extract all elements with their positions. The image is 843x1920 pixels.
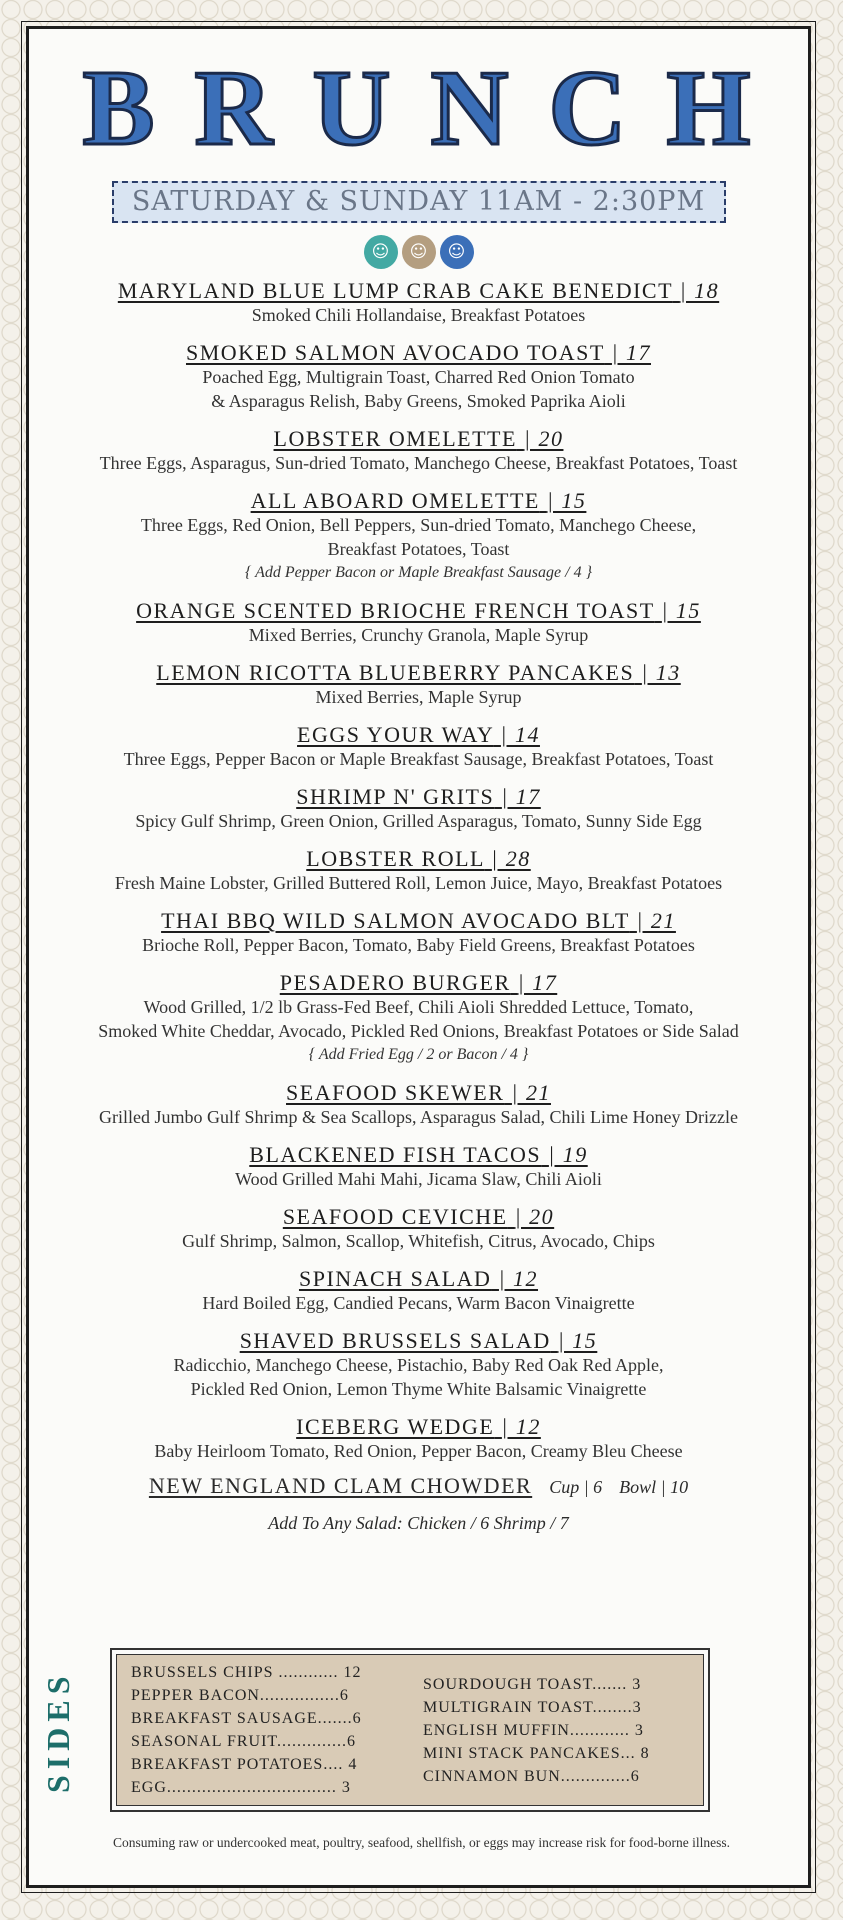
menu-item-description: Fresh Maine Lobster, Grilled Buttered Roll, Lemon Juice, Mayo, Breakfast Potatoes	[114, 873, 723, 893]
menu-item-title	[297, 723, 540, 747]
menu-item-title	[274, 427, 564, 451]
chowder-cup: Cup | 6	[549, 1477, 603, 1497]
menu-item-description: Three Eggs, Red Onion, Bell Peppers, Sun-dried Tomato, Manchego Cheese,	[140, 515, 697, 535]
menu-item-name: SHAVED BRUSSELS SALAD	[239, 1328, 551, 1353]
menu-item	[29, 909, 808, 957]
side-item: MULTIGRAIN TOAST........3	[423, 1699, 642, 1716]
menu-item-title	[156, 661, 681, 685]
menu-item-title	[249, 1143, 587, 1167]
menu-list	[29, 279, 808, 1463]
people-icon: ☺	[440, 235, 474, 269]
menu-item-addon: { Add Pepper Bacon or Maple Breakfast Sausage / 4 }	[245, 564, 592, 581]
add-salad-options: Chicken / 6 Shrimp / 7	[407, 1513, 569, 1533]
menu-item-description: Wood Grilled Mahi Mahi, Jicama Slaw, Chili Aioli	[235, 1169, 602, 1189]
menu-item	[29, 1267, 808, 1315]
side-item: BREAKFAST SAUSAGE.......6	[131, 1710, 362, 1727]
menu-item	[29, 341, 808, 413]
menu-item-price: | 12	[498, 1266, 539, 1291]
menu-item-name: ICEBERG WEDGE	[296, 1414, 495, 1439]
menu-item-title	[296, 1415, 541, 1439]
menu-item	[29, 723, 808, 771]
disclaimer: Consuming raw or undercooked meat, poultry, seafood, shellfish, or eggs may increase risk for food-borne illness.	[113, 1835, 730, 1850]
menu-item	[29, 971, 808, 1067]
menu-item	[29, 847, 808, 895]
menu-item-name: SMOKED SALMON AVOCADO TOAST	[185, 340, 605, 365]
menu-item-price: | 21	[511, 1080, 551, 1105]
menu-item	[29, 489, 808, 585]
menu-item-description: Smoked Chili Hollandaise, Breakfast Potatoes	[251, 305, 586, 325]
menu-item-title	[299, 1267, 538, 1291]
menu-item-description: Brioche Roll, Pepper Bacon, Tomato, Baby Field Greens, Breakfast Potatoes	[142, 935, 695, 955]
menu-item-description: Hard Boiled Egg, Candied Pecans, Warm Bacon Vinaigrette	[202, 1293, 635, 1313]
menu-item-title	[136, 599, 701, 623]
menu-item-price: | 21	[636, 908, 676, 933]
menu-item	[29, 1143, 808, 1191]
menu-item-name: ALL ABOARD OMELETTE	[250, 488, 540, 513]
side-item: BRUSSELS CHIPS ............ 12	[131, 1664, 362, 1681]
add-salad-label: Add To Any Salad:	[268, 1513, 403, 1533]
menu-item-description: Three Eggs, Asparagus, Sun-dried Tomato, Manchego Cheese, Breakfast Potatoes, Toast	[99, 453, 738, 473]
side-item: EGG.................................. 3	[131, 1779, 351, 1796]
side-item: CINNAMON BUN..............6	[423, 1768, 640, 1785]
menu-item-price: | 17	[501, 784, 541, 809]
menu-item-name: LOBSTER ROLL	[306, 846, 485, 871]
sides-left-column	[131, 1661, 397, 1799]
menu-item-title	[186, 341, 651, 365]
menu-item-name: EGGS YOUR WAY	[297, 722, 494, 747]
side-item: BREAKFAST POTATOES.... 4	[131, 1756, 358, 1773]
menu-item-name: PESADERO BURGER	[279, 970, 511, 995]
menu-item	[29, 279, 808, 327]
menu-item-price: | 15	[546, 488, 587, 513]
menu-item-description: Breakfast Potatoes, Toast	[327, 539, 510, 559]
sides-section	[40, 1648, 740, 1818]
menu-item	[29, 1081, 808, 1129]
menu-item	[29, 1415, 808, 1463]
menu-item-price: | 15	[661, 598, 701, 623]
side-item: MINI STACK PANCAKES... 8	[423, 1745, 650, 1762]
menu-item-price: | 28	[491, 846, 531, 871]
menu-item-description: Spicy Gulf Shrimp, Green Onion, Grilled Asparagus, Tomato, Sunny Side Egg	[135, 811, 702, 831]
menu-item	[29, 661, 808, 709]
menu-item	[29, 1205, 808, 1253]
side-item: SOURDOUGH TOAST....... 3	[423, 1676, 642, 1693]
sides-box	[110, 1648, 710, 1812]
side-item: SEASONAL FRUIT..............6	[131, 1733, 357, 1750]
menu-item-name: ORANGE SCENTED BRIOCHE FRENCH TOAST	[136, 598, 655, 623]
menu-item-price: | 14	[500, 722, 540, 747]
menu-item-title	[251, 489, 587, 513]
people-icon: ☺	[364, 235, 398, 269]
menu-item-price: | 12	[501, 1414, 541, 1439]
menu-item-description: Three Eggs, Pepper Bacon or Maple Breakfast Sausage, Breakfast Potatoes, Toast	[123, 749, 714, 769]
side-item: ENGLISH MUFFIN............ 3	[423, 1722, 644, 1739]
sides-right-column	[423, 1661, 689, 1799]
menu-item-title	[286, 1081, 551, 1105]
menu-item-title	[240, 1329, 598, 1353]
chowder-row	[29, 1473, 808, 1499]
menu-item-name: SHRIMP N' GRITS	[296, 784, 495, 809]
menu-item-title	[280, 971, 557, 995]
menu-item-description: Mixed Berries, Maple Syrup	[315, 687, 522, 707]
chowder-name: NEW ENGLAND CLAM CHOWDER	[148, 1473, 533, 1498]
menu-item-description: Wood Grilled, 1/2 lb Grass-Fed Beef, Chili Aioli Shredded Lettuce, Tomato,	[143, 997, 694, 1017]
menu-item-description: Gulf Shrimp, Salmon, Scallop, Whitefish, Citrus, Avocado, Chips	[182, 1231, 655, 1251]
menu-item	[29, 427, 808, 475]
menu-item-price: | 17	[611, 340, 651, 365]
chowder-bowl: Bowl | 10	[619, 1477, 689, 1497]
menu-item	[29, 599, 808, 647]
menu-item	[29, 1329, 808, 1401]
menu-item-description: Grilled Jumbo Gulf Shrimp & Sea Scallops, Asparagus Salad, Chili Lime Honey Drizzle	[99, 1107, 738, 1127]
menu-item-title	[296, 785, 541, 809]
menu-item-name: MARYLAND BLUE LUMP CRAB CAKE BENEDICT	[117, 278, 673, 303]
menu-item-description: Mixed Berries, Crunchy Granola, Maple Syrup	[248, 625, 589, 645]
menu-item-price: | 20	[523, 426, 564, 451]
menu-item-name: SPINACH SALAD	[298, 1266, 492, 1291]
hours-banner: SATURDAY & SUNDAY 11AM - 2:30PM	[112, 181, 726, 223]
menu-item-price: | 18	[679, 278, 720, 303]
menu-item-name: LEMON RICOTTA BLUEBERRY PANCAKES	[156, 660, 635, 685]
menu-item-description: Radicchio, Manchego Cheese, Pistachio, Baby Red Oak Red Apple,	[173, 1355, 664, 1375]
menu-item-name: SEAFOOD CEVICHE	[282, 1204, 508, 1229]
menu-item-title	[118, 279, 719, 303]
menu-item-price: | 20	[514, 1204, 555, 1229]
sides-heading: SIDES	[40, 1670, 76, 1794]
menu-item-description: & Asparagus Relish, Baby Greens, Smoked Paprika Aioli	[211, 391, 626, 411]
menu-item-price: | 13	[641, 660, 681, 685]
badge-row	[29, 235, 808, 271]
menu-frame	[26, 26, 811, 1888]
menu-item-title	[306, 847, 530, 871]
menu-item-description: Pickled Red Onion, Lemon Thyme White Balsamic Vinaigrette	[190, 1379, 647, 1399]
menu-item-title	[283, 1205, 554, 1229]
menu-item-price: | 15	[557, 1328, 598, 1353]
menu-item-description: Smoked White Cheddar, Avocado, Pickled Red Onions, Breakfast Potatoes or Side Salad	[98, 1021, 739, 1041]
people-icon: ☺	[402, 235, 436, 269]
side-item: PEPPER BACON................6	[131, 1687, 349, 1704]
page-title: BRUNCH	[82, 49, 791, 168]
menu-item-description: Poached Egg, Multigrain Toast, Charred Red Onion Tomato	[202, 367, 635, 387]
menu-item-price: | 17	[517, 970, 558, 995]
add-to-salad	[29, 1513, 808, 1534]
menu-item-description: Baby Heirloom Tomato, Red Onion, Pepper Bacon, Creamy Bleu Cheese	[154, 1441, 683, 1461]
menu-item-name: THAI BBQ WILD SALMON AVOCADO BLT	[161, 908, 630, 933]
menu-item-name: SEAFOOD SKEWER	[286, 1080, 505, 1105]
menu-item-price: | 19	[548, 1142, 588, 1167]
menu-item-addon: { Add Fried Egg / 2 or Bacon / 4 }	[308, 1046, 529, 1063]
menu-item	[29, 785, 808, 833]
menu-item-name: LOBSTER OMELETTE	[273, 426, 517, 451]
menu-item-title	[161, 909, 676, 933]
menu-item-name: BLACKENED FISH TACOS	[249, 1142, 542, 1167]
